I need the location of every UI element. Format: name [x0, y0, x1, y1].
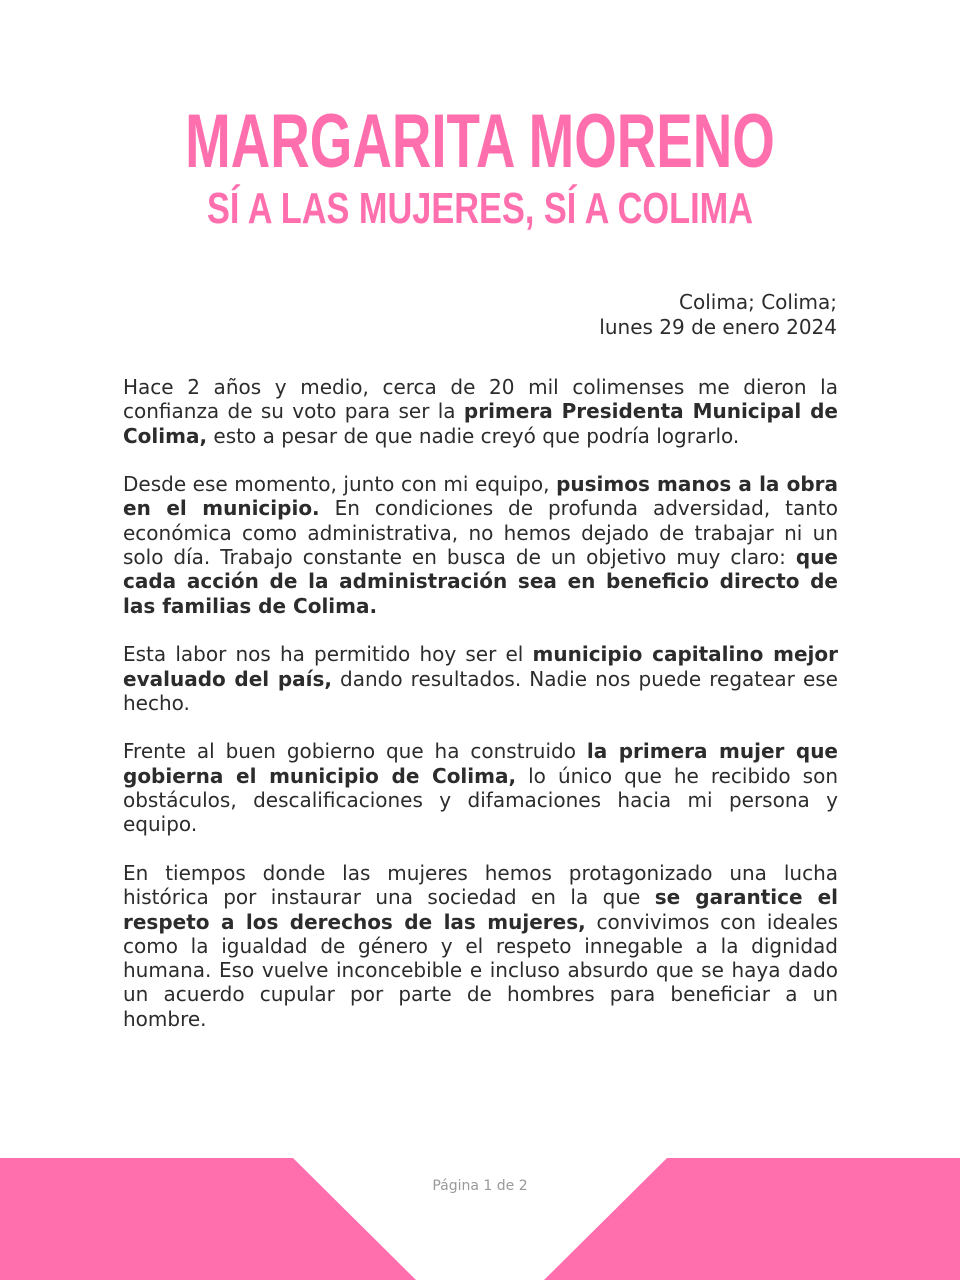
candidate-name: MARGARITA MORENO	[185, 99, 775, 184]
text-segment: esto a pesar de que nadie creyó que podría lograrlo.	[207, 423, 740, 448]
bold-phrase: primera Presidenta Municipal de Colima,	[123, 399, 838, 448]
text-segment: Esta labor nos ha permitido hoy ser el	[123, 642, 533, 667]
page-number: Página 1 de 2	[432, 1178, 528, 1194]
date-line: lunes 29 de enero 2024	[599, 315, 837, 339]
text-segment: dando resultados. Nadie nos puede regatear ese hecho.	[123, 666, 838, 715]
bold-phrase: municipio capitalino mejor evaluado del país,	[123, 642, 839, 691]
text-segment: Desde ese momento, junto con mi equipo,	[123, 472, 557, 497]
paragraph-1	[123, 375, 838, 448]
place-line: Colima; Colima;	[679, 290, 837, 314]
text-segment: Hace 2 años y medio, cerca de 20 mil colimenses me dieron la confianza de su voto para ser la	[123, 375, 838, 424]
paragraph-5	[123, 861, 838, 1031]
paragraph-3	[123, 642, 838, 715]
text-segment: En condiciones de profunda adversidad, tanto económica como administrativa, no hemos dejado de trabajar ni un solo día. Trabajo constante en busca de un objetivo muy claro:	[123, 496, 838, 570]
bold-phrase: se garantice el respeto a los derechos de las mujeres,	[123, 885, 839, 934]
text-segment: convivimos con ideales como la igualdad de género y el respeto innegable a la dignidad humana. Eso vuelve inconcebible e incluso absurdo que se haya dado un acuerdo cupular por parte de hombres para beneficiar a un hombre.	[123, 909, 839, 1031]
footer-shape-left	[0, 1158, 416, 1280]
paragraph-2	[123, 472, 838, 618]
letterhead	[0, 100, 960, 234]
bold-phrase: pusimos manos a la obra en el municipio.	[123, 472, 838, 521]
place-and-date	[599, 290, 837, 340]
footer-shape-right	[544, 1158, 960, 1280]
paragraph-4	[123, 739, 838, 836]
text-segment: En tiempos donde las mujeres hemos protagonizado una lucha histórica por instaurar una sociedad en la que	[123, 860, 838, 910]
footer-shape	[0, 1158, 960, 1280]
bold-phrase: que cada acción de la administración sea en beneficio directo de las familias de Colima.	[123, 545, 838, 618]
text-segment: Frente al buen gobierno que ha construido	[123, 739, 587, 764]
bold-phrase: la primera mujer que gobierna el municipio de Colima,	[123, 739, 839, 788]
campaign-slogan: SÍ A LAS MUJERES, SÍ A COLIMA	[207, 184, 753, 233]
footer-band	[0, 1158, 960, 1280]
letter-body	[123, 375, 838, 1055]
text-segment: lo único que he recibido son obstáculos, descalificaciones y difamaciones hacia mi persona y equipo.	[123, 763, 839, 837]
